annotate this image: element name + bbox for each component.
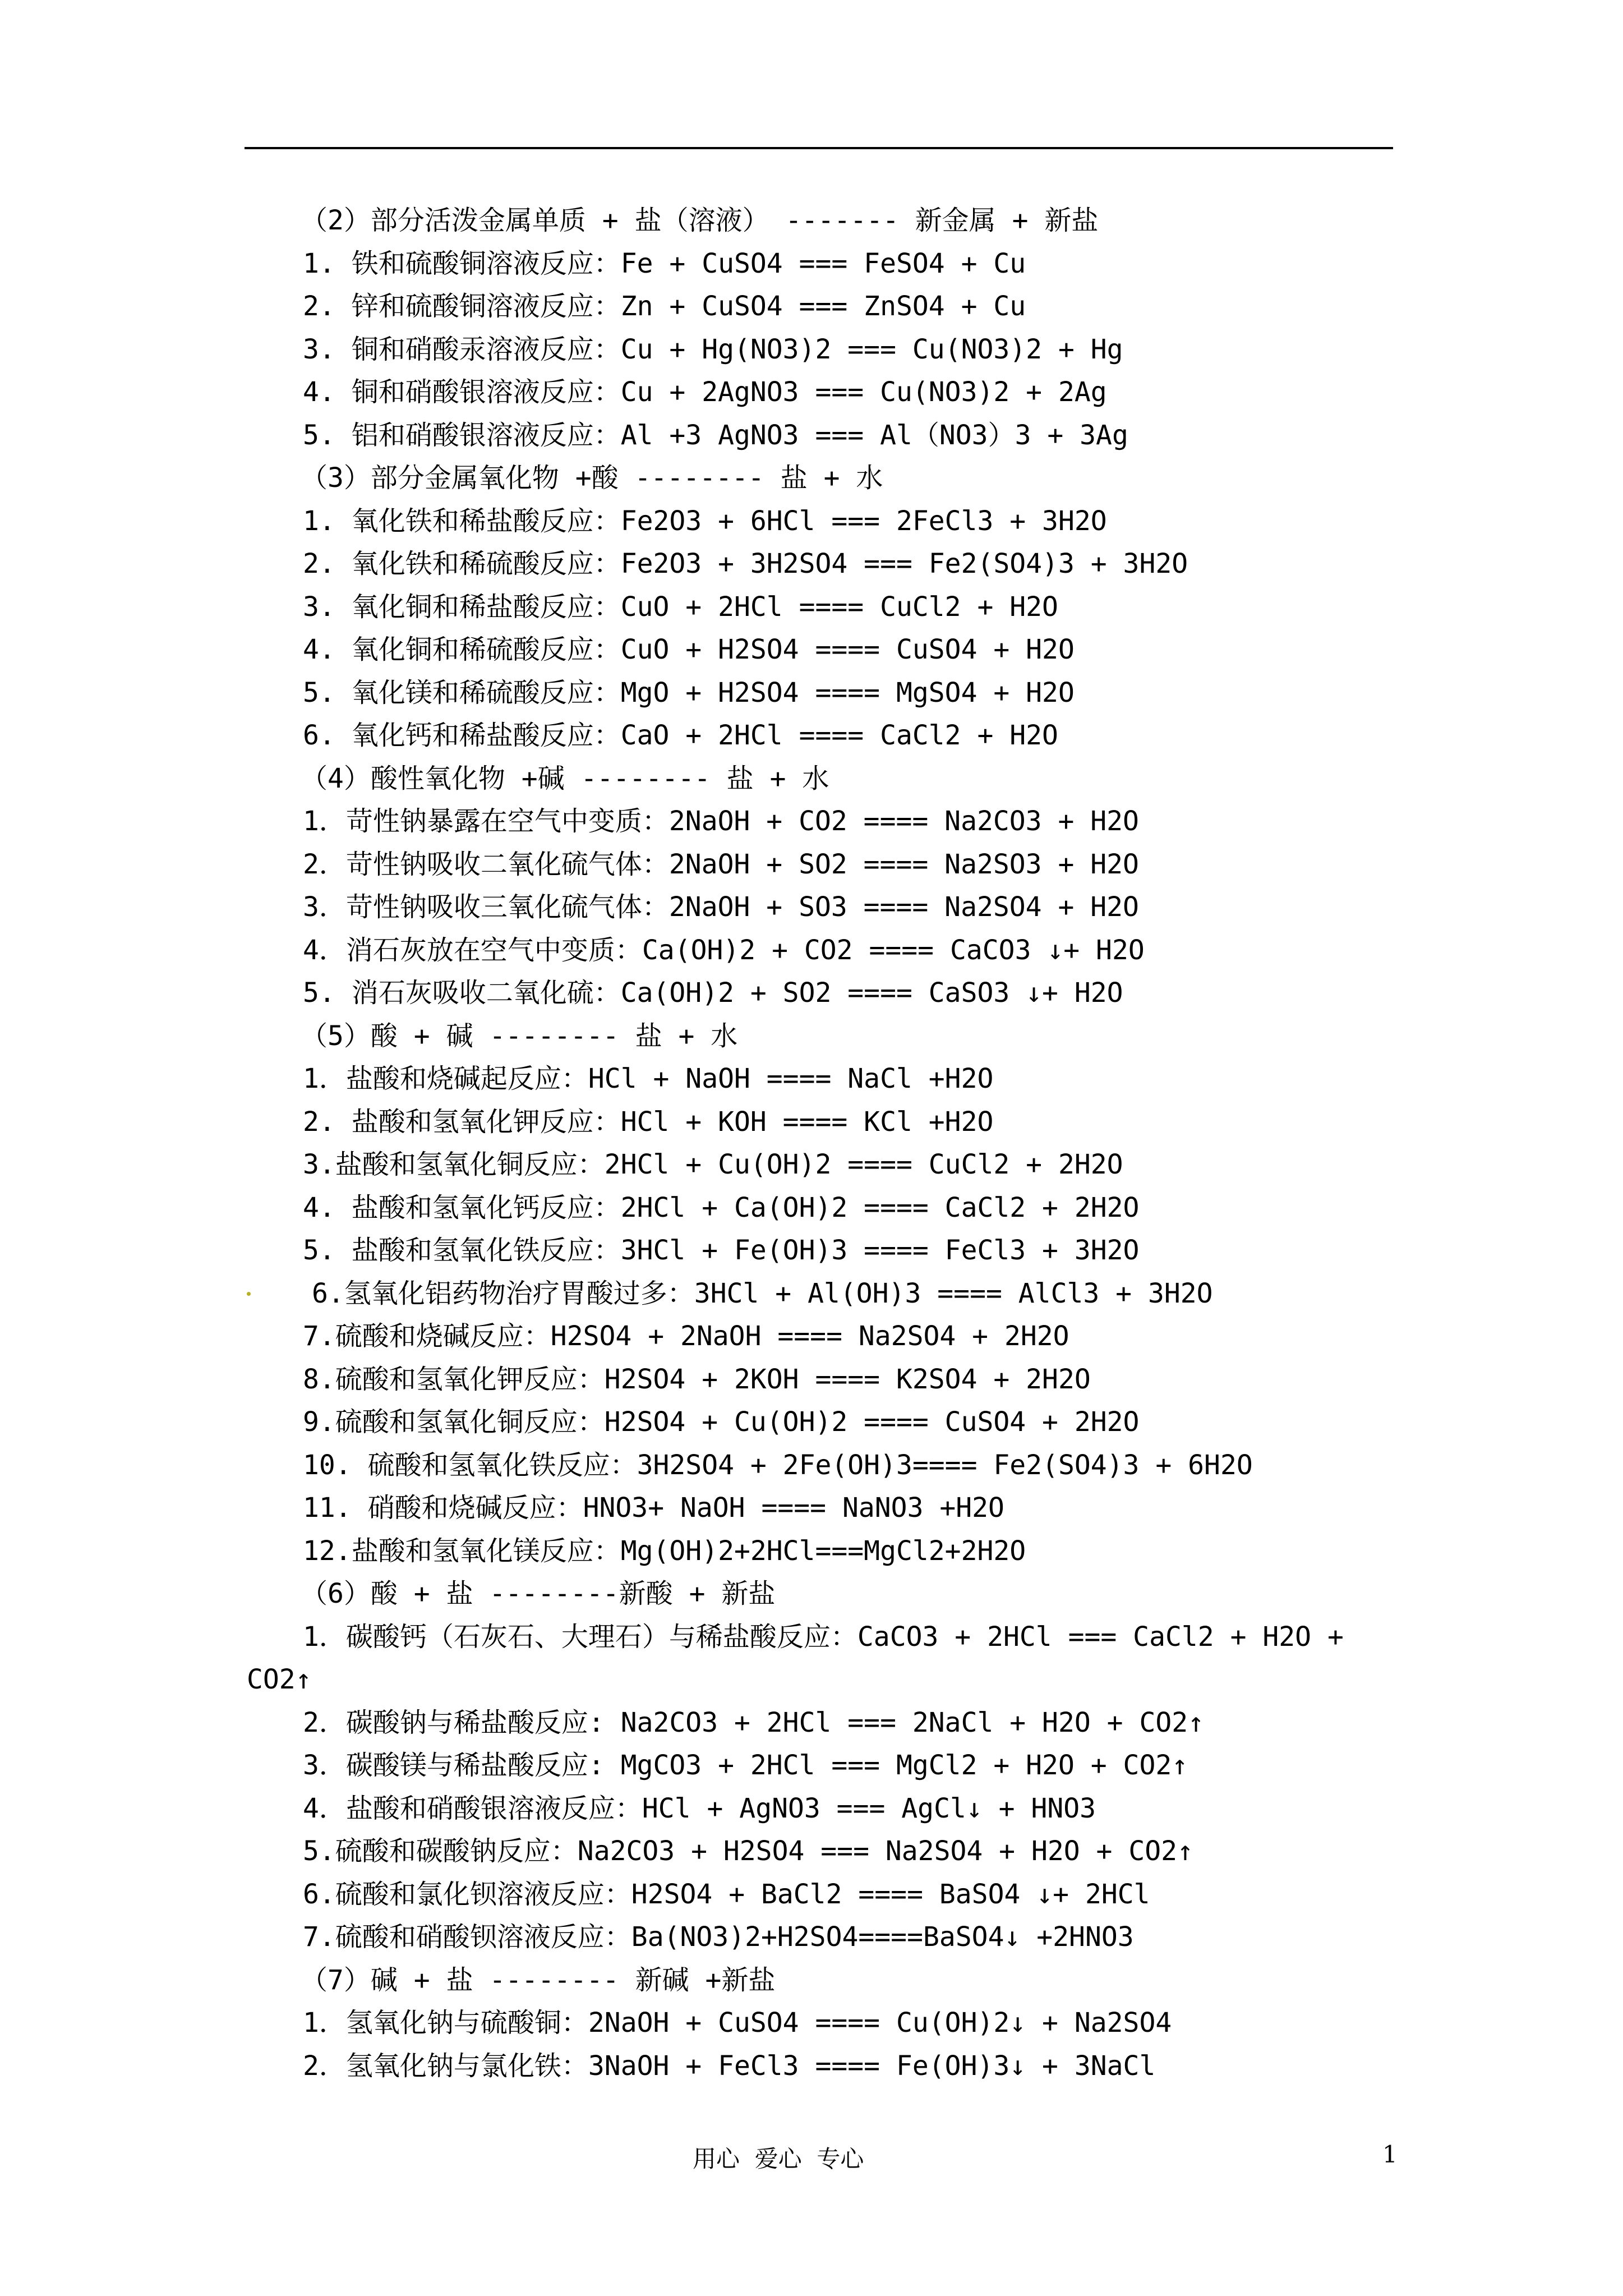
- reaction-line: 4. 铜和硝酸银溶液反应：Cu + 2AgNO3 === Cu(NO3)2 + 2Ag: [303, 376, 1107, 408]
- reaction-line: 12.盐酸和氢氧化镁反应：Mg(OH)2+2HCl===MgCl2+2H2O: [303, 1535, 1026, 1567]
- reaction-line: 2．苛性钠吸收二氧化硫气体：2NaOH + SO2 ==== Na2SO3 + H2O: [303, 848, 1139, 880]
- reaction-line: 2．碳酸钠与稀盐酸反应: Na2CO3 + 2HCl === 2NaCl + H2O + CO2↑: [303, 1706, 1205, 1738]
- reaction-line: 1．苛性钠暴露在空气中变质：2NaOH + CO2 ==== Na2CO3 + H2O: [303, 806, 1139, 837]
- reaction-line: 5. 消石灰吸收二氧化硫：Ca(OH)2 + SO2 ==== CaSO3 ↓+ H2O: [303, 977, 1123, 1009]
- reaction-line: 1. 铁和硫酸铜溶液反应：Fe + CuSO4 === FeSO4 + Cu: [303, 247, 1026, 279]
- page-number: 1: [1382, 2141, 1398, 2168]
- line-continuation: CO2↑: [247, 1664, 312, 1695]
- reaction-line: 1. 氧化铁和稀盐酸反应：Fe2O3 + 6HCl === 2FeCl3 + 3H2O: [303, 505, 1107, 537]
- footer-slogan: 用心 爱心 专心: [693, 2145, 864, 2173]
- section-heading: （6）酸 + 盐 --------新酸 + 新盐: [301, 1578, 776, 1609]
- reaction-line: 11. 硝酸和烧碱反应：HNO3+ NaOH ==== NaNO3 +H2O: [303, 1492, 1004, 1524]
- header-rule: [245, 147, 1393, 149]
- section-heading: （7）碱 + 盐 -------- 新碱 +新盐: [301, 1964, 776, 1996]
- reaction-line: 8.硫酸和氢氧化钾反应：H2SO4 + 2KOH ==== K2SO4 + 2H2O: [303, 1363, 1091, 1395]
- reaction-line: 7.硫酸和硝酸钡溶液反应：Ba(NO3)2+H2SO4====BaSO4↓ +2HNO3: [303, 1921, 1134, 1953]
- reaction-line: 10. 硫酸和氢氧化铁反应：3H2SO4 + 2Fe(OH)3==== Fe2(SO4)3 + 6H2O: [303, 1449, 1253, 1481]
- reaction-line: 5. 氧化镁和稀硫酸反应：MgO + H2SO4 ==== MgSO4 + H2O: [303, 677, 1075, 708]
- reaction-line: 2. 锌和硫酸铜溶液反应：Zn + CuSO4 === ZnSO4 + Cu: [303, 291, 1026, 322]
- section-heading: （2）部分活泼金属单质 + 盐（溶液） ------- 新金属 + 新盐: [301, 205, 1099, 236]
- reaction-line: 3. 铜和硝酸汞溶液反应：Cu + Hg(NO3)2 === Cu(NO3)2 + Hg: [303, 333, 1123, 365]
- reaction-line: 6.氢氧化铝药物治疗胃酸过多：3HCl + Al(OH)3 ==== AlCl3 + 3H2O: [312, 1277, 1213, 1309]
- section-heading: （3）部分金属氧化物 +酸 -------- 盐 + 水: [301, 462, 883, 494]
- document-body: [247, 199, 1402, 2087]
- reaction-line: 3.盐酸和氢氧化铜反应：2HCl + Cu(OH)2 ==== CuCl2 + 2H2O: [303, 1149, 1123, 1180]
- reaction-line: 6.硫酸和氯化钡溶液反应：H2SO4 + BaCl2 ==== BaSO4 ↓+ 2HCl: [303, 1878, 1150, 1910]
- reaction-line: 2．氢氧化钠与氯化铁：3NaOH + FeCl3 ==== Fe(OH)3↓ + 3NaCl: [303, 2050, 1156, 2082]
- reaction-line: 1．氢氧化钠与硫酸铜：2NaOH + CuSO4 ==== Cu(OH)2↓ + Na2SO4: [303, 2007, 1172, 2039]
- stray-mark: [247, 1292, 251, 1296]
- reaction-line: 1．盐酸和烧碱起反应：HCl + NaOH ==== NaCl +H2O: [303, 1063, 994, 1094]
- reaction-line: 3．碳酸镁与稀盐酸反应: MgCO3 + 2HCl === MgCl2 + H2O + CO2↑: [303, 1750, 1188, 1781]
- reaction-line: 3. 氧化铜和稀盐酸反应：CuO + 2HCl ==== CuCl2 + H2O: [303, 591, 1058, 623]
- reaction-line: 3．苛性钠吸收三氧化硫气体：2NaOH + SO3 ==== Na2SO4 + H2O: [303, 891, 1139, 923]
- reaction-line: 2. 盐酸和氢氧化钾反应：HCl + KOH ==== KCl +H2O: [303, 1106, 994, 1138]
- section-heading: （4）酸性氧化物 +碱 -------- 盐 + 水: [301, 762, 829, 794]
- reaction-line: 7.硫酸和烧碱反应：H2SO4 + 2NaOH ==== Na2SO4 + 2H2O: [303, 1320, 1069, 1352]
- reaction-line: 4．盐酸和硝酸银溶液反应：HCl + AgNO3 === AgCl↓ + HNO3: [303, 1792, 1096, 1824]
- reaction-line: 9.硫酸和氢氧化铜反应：H2SO4 + Cu(OH)2 ==== CuSO4 + 2H2O: [303, 1406, 1140, 1438]
- reaction-line: 2. 氧化铁和稀硫酸反应：Fe2O3 + 3H2SO4 === Fe2(SO4)3 + 3H2O: [303, 548, 1188, 579]
- reaction-line: 4. 盐酸和氢氧化钙反应：2HCl + Ca(OH)2 ==== CaCl2 + 2H2O: [303, 1191, 1140, 1223]
- reaction-line: 5. 盐酸和氢氧化铁反应：3HCl + Fe(OH)3 ==== FeCl3 + 3H2O: [303, 1235, 1140, 1266]
- reaction-line: 4．消石灰放在空气中变质：Ca(OH)2 + CO2 ==== CaCO3 ↓+ H2O: [303, 934, 1145, 966]
- reaction-line: 5.硫酸和碳酸钠反应：Na2CO3 + H2SO4 === Na2SO4 + H2O + CO2↑: [303, 1835, 1193, 1867]
- reaction-line: 1．碳酸钙（石灰石、大理石）与稀盐酸反应：CaCO3 + 2HCl === CaCl2 + H2O +: [303, 1621, 1344, 1653]
- section-heading: （5）酸 + 碱 -------- 盐 + 水: [301, 1020, 738, 1052]
- reaction-line: 6. 氧化钙和稀盐酸反应：CaO + 2HCl ==== CaCl2 + H2O: [303, 720, 1058, 751]
- reaction-line: 5. 铝和硝酸银溶液反应：Al +3 AgNO3 === Al（NO3）3 + 3Ag: [303, 419, 1128, 451]
- reaction-line: 4. 氧化铜和稀硫酸反应：CuO + H2SO4 ==== CuSO4 + H2O: [303, 634, 1075, 665]
